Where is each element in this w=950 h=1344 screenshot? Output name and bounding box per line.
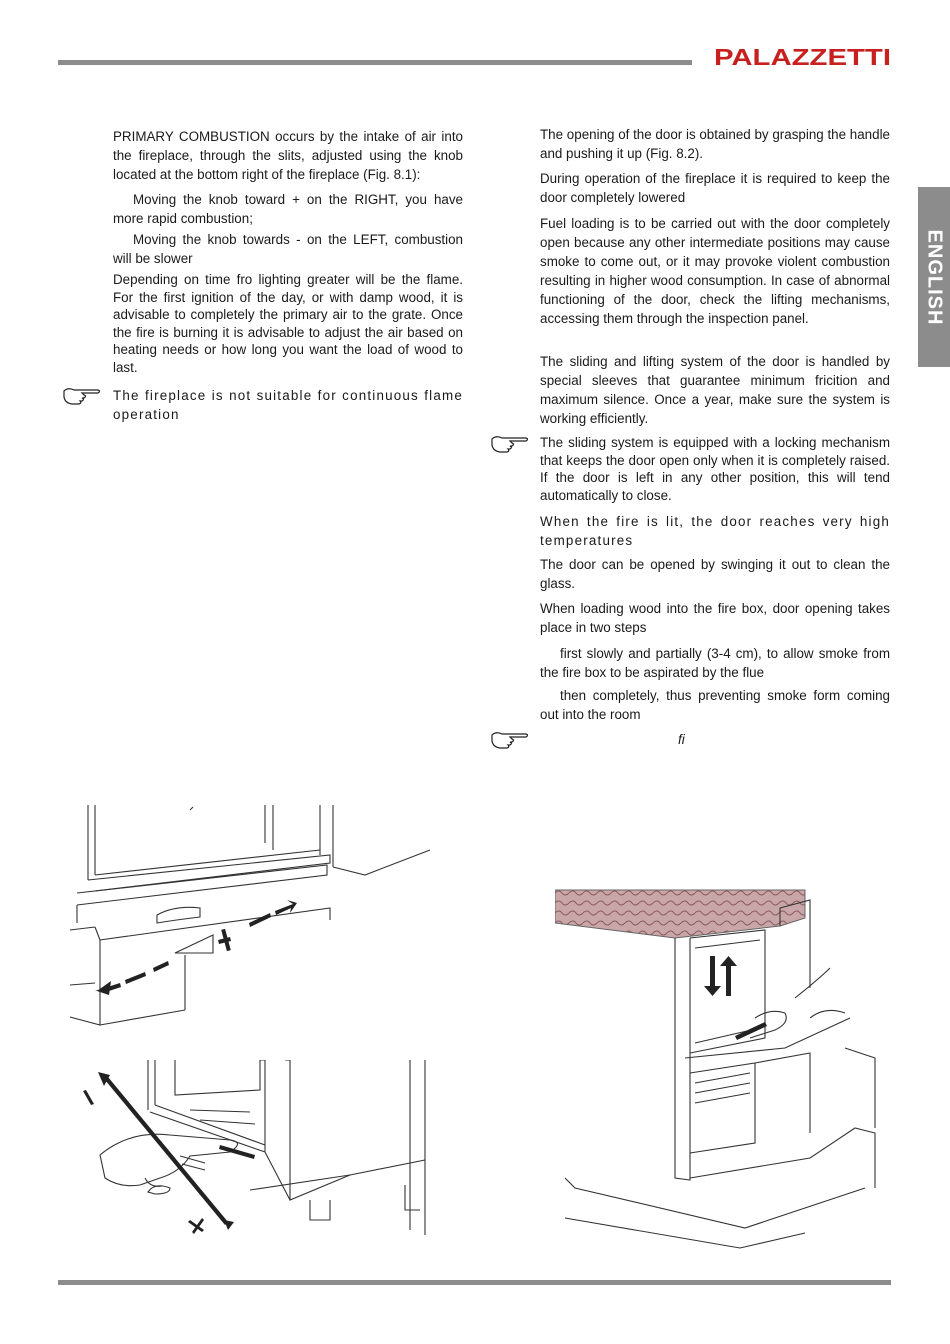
brand-logo — [714, 44, 892, 68]
step-one-paragraph: first slowly and partially (3-4 cm), to allow smoke from the fire box to be aspirated by the flue — [540, 646, 890, 680]
door-lift-figure — [555, 888, 885, 1258]
flame-advice-paragraph: Depending on time fro lighting greater will be the flame. For the first ignition of the day, or with damp wood, it is advisable to completely the primary air to the grate. Once the fire is burning it is advisable to adjust the air based on heating needs or how long you want the load of wood to last. — [113, 272, 463, 375]
truncated-note: fi — [678, 732, 685, 747]
svg-text:PALAZZETTI: PALAZZETTI — [714, 44, 891, 68]
step-two-paragraph: then completely, thus preventing smoke form coming out into the room — [540, 688, 890, 722]
hand-knob-figure — [80, 1060, 440, 1240]
pointing-hand-icon — [490, 433, 530, 455]
pointing-hand-icon — [62, 385, 102, 407]
fuel-loading-paragraph: Fuel loading is to be carried out with the door completely open because any other intermediate positions may cause smoke to come out, or it may provoke violent combustion resulting in higher wood consumption. In case of abnormal functioning of the door, check the lifting mechanisms, accessing them through the inspection panel. — [540, 216, 890, 326]
primary-combustion-paragraph: PRIMARY COMBUSTION occurs by the intake of air into the fireplace, through the slits, adjusted using the knob located at the bottom right of the fireplace (Fig. 8.1): — [113, 129, 463, 182]
language-tab[interactable] — [918, 187, 950, 367]
pointing-hand-icon — [490, 729, 530, 751]
high-temperature-paragraph: When the fire is lit, the door reaches very high temperatures — [540, 514, 890, 548]
continuous-flame-note: The fireplace is not suitable for continuous flame operation — [113, 388, 463, 422]
footer-rule — [58, 1280, 891, 1285]
door-opening-paragraph: The opening of the door is obtained by grasping the handle and pushing it up (Fig. 8.2). — [540, 127, 890, 161]
language-tab-label: ENGLISH — [923, 229, 946, 325]
locking-mechanism-note: The sliding system is equipped with a locking mechanism that keeps the door open only when it is completely raised. If the door is left in any other position, this will tend automatically to close. — [540, 435, 890, 503]
knob-left-paragraph: Moving the knob towards - on the LEFT, combustion will be slower — [113, 232, 463, 266]
header-rule — [58, 60, 692, 65]
swing-door-paragraph: The door can be opened by swinging it out to clean the glass. — [540, 557, 890, 591]
knob-right-paragraph: Moving the knob toward + on the RIGHT, you have more rapid combustion; — [113, 192, 463, 226]
air-knob-figure — [65, 805, 435, 1030]
sliding-system-paragraph: The sliding and lifting system of the door is handled by special sleeves that guarantee minimum fricition and maximum silence. Once a year, make sure the system is working efficiently. — [540, 354, 890, 426]
door-lowered-paragraph: During operation of the fireplace it is required to keep the door completely lowered — [540, 171, 890, 205]
two-steps-paragraph: When loading wood into the fire box, door opening takes place in two steps — [540, 601, 890, 635]
